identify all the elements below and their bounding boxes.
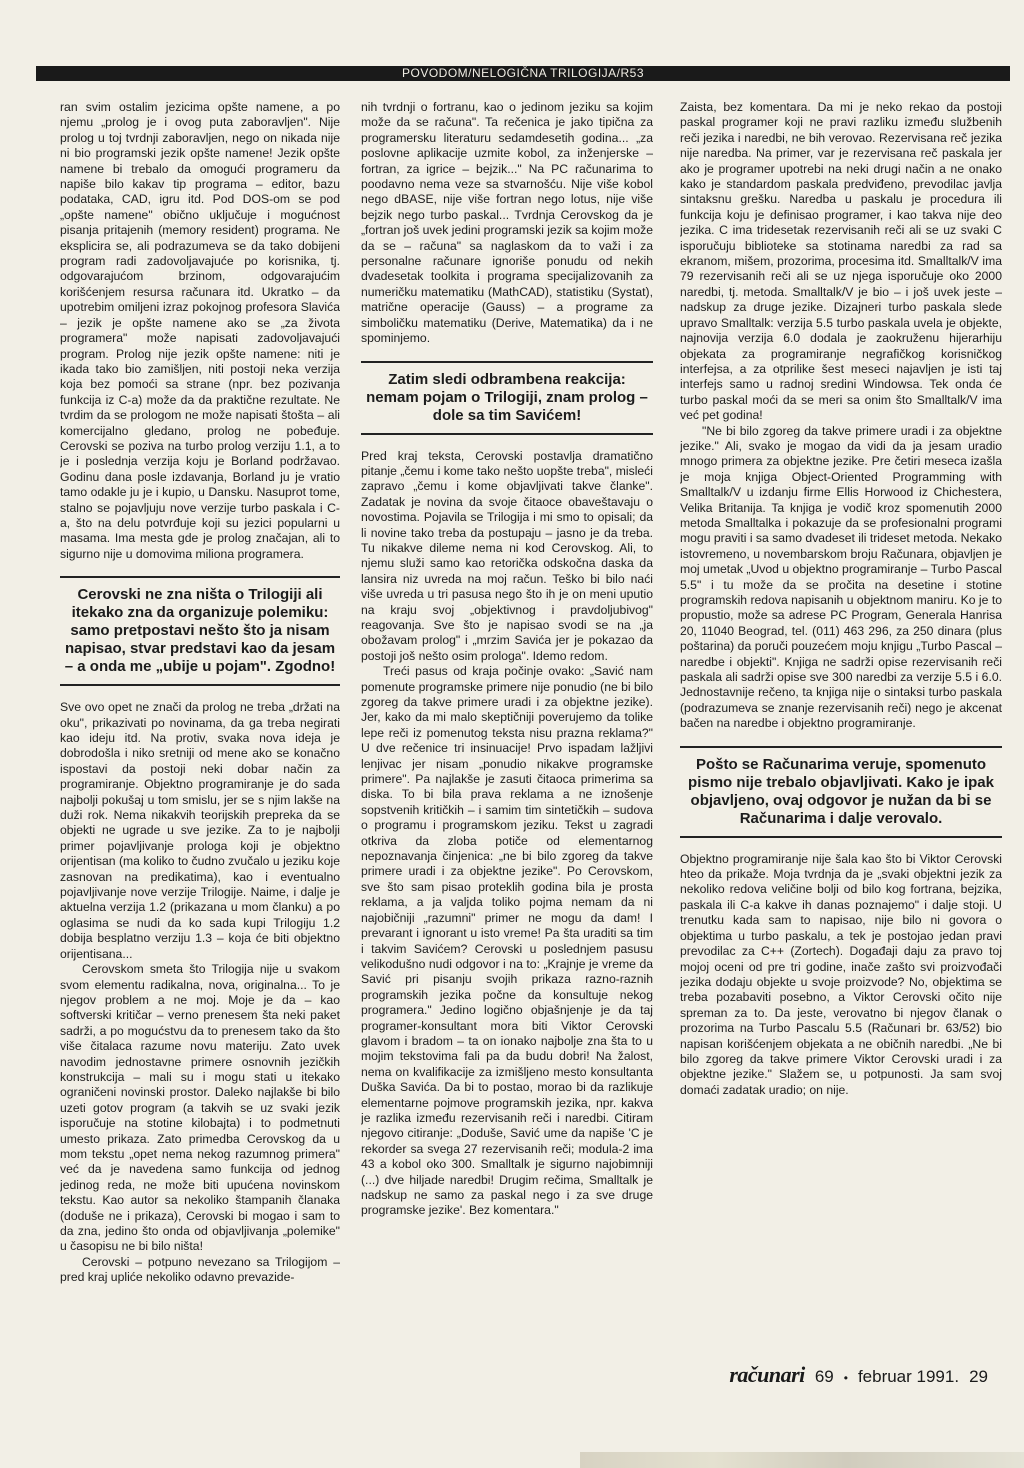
magazine-logo: računari: [729, 1362, 805, 1387]
paragraph: Zaista, bez komentara. Da mi je neko rekao da postoji paskal programer koji ne pravi razliku između službenih reči jezika i naredbi, ne bih verovao. Rezervisana reč jezika nije naredba. Na primer, var je rezervisana reč paskala jer ako je programer upotrebi na neki drugi način a ne onako kako je standardom paskala predviđeno, prevodilac javlja sintaksnu grešku. Naredba u paskalu je procedura ili funkcija koju je definisao programer, i kao takva nije deo jezika. C ima tridesetak rezervisanih reči ali se uz svaki C isporučuju biblioteke sa stotinama naredbi za rad sa ekranom, mišem, prozorima, procesima itd. Smalltalk/V ima 79 rezervisanih reči ali se uz njega isporučuje oko 2000 naredbi, tj. metoda. Smalltalk/V je bio – i još uvek jeste – nadskup za druge jezike. Dizajneri turbo paskala slede upravo Smalltalk: verzija 5.5 turbo paskala uvela je objekte, najnovija verzija 6.0 dodala je zaokruženu hijerarhiju objekata za programiranje negrafičkog korisničkog interfejsa, a za otprilike šest meseci najavljen je isti taj interfejs samo u radnoj sredini Windowsa. Tek onda će turbo paskal moći da se meri sa onim što Smalltalk/V ima već pet godina!: [680, 100, 1002, 423]
issue-number: 69: [814, 1367, 834, 1386]
paragraph: Objektno programiranje nije šala kao što bi Viktor Cerovski hteo da prikaže. Moja tvrdnja da je „svaki objektni jezik za nekoliko redova veličine bolji od bilo kog fortrana, bejzika, paskala ili C-a kakve ih danas poznajemo" i dalje stoji. U trenutku kada sam to napisao, nije bilo ni govora o objektima u turbo paskalu, a tek je postojao jedan pravi prevodilac za C++ (Zortech). Događaji daju za pravo toj mojoj oceni od pre tri godine, inače zašto svi proizvođači jezika dodaju objekte u svoje proizvode? No, objektima se treba pozabaviti posebno, a Viktor Cerovski očito nije spreman za to. Da jeste, verovatno bi njegov članak o prozorima na Turbo Pascalu 5.5 (Računari br. 63/52) bio napisan korišćenjem objekata a ne običnih naredbi. „Ne bi bilo zgoreg da takve primere Viktor Cerovski uradi i za objektne jezike." Slažem se, u potpunosti. Ja sam svoj domaći zadatak uradio; on nije.: [680, 851, 1002, 1097]
pullquote: Cerovski ne zna ništa o Trilogiji ali itekako zna da organizuje polemiku: samo pretpostavi nešto što ja nisam napisao, stvar predstavi kao da jesam – a onda me „ubije u pojam". Zgodno!: [60, 576, 340, 686]
column-3: [680, 100, 1002, 1358]
paragraph: Cerovskom smeta što Trilogija nije u svakom svom elementu radikalna, nova, originalna... To je njegov problem a ne moj. Moje je da – kao softverski kritičar – verno prenesem šta neki paket sadrži, a po mogućstvu da to prenesem tako da što više čitalaca razume novu materiju. Zato uvek navodim jednostavne primere osnovnih jezičkih konstrukcija – mali su i mogu stati u itekako ograničeni novinski prostor. Daleko najlakše bi bilo uzeti gotov program (a takvih se uz svaki jezik isporučuje na stotine kilobajta) i to podmetnuti umesto prikaza. Zato primedba Cerovskog da u mom tekstu „opet nema nekog razumnog primera" već da je navedena samo funkcija od jednog jedinog reda, ne može biti upućena novinskom tekstu. Kao autor sa nekoliko štampanih članaka (doduše ne i prikaza), Cerovski bi mogao i sam to da zna, jedino što onda od objavljivanja „polemike" u časopisu ne bi bilo ništa!: [60, 962, 340, 1254]
page-number: 29: [969, 1367, 988, 1386]
column-1: [60, 100, 340, 1358]
paragraph: nih tvrdnji o fortranu, kao o jedinom jeziku sa kojim može da se računa". Ta rečenica je jako tipična za programersku literaturu sedamdesetih godina... „za poslovne aplikacije uzmite kobol, za inženjerske – fortran, za igrice – bejzik..." Na PC računarima to poodavno nema veze sa stvarnošću. Nije više kobol nego dBASE, nije više fortran nego lotus, nije više bejzik nego turbo paskal... Tvrdnja Cerovskog da je „fortran još uvek jedini programski jezik sa kojim može da se – računa" sa naglaskom da to važi i za personalne računare ignoriše ponudu od nekih dvadesetak toolkita i programa specijalizovanih za numeričku matematiku (MathCAD), statistiku (Systat), matrične operacije (Gauss) – a programe za simboličku matematiku (Derive, Matematika) da i ne spominjemo.: [361, 100, 653, 346]
column-2: [361, 100, 653, 1358]
running-head: POVODOM/NELOGIČNA TRILOGIJA/R53: [36, 66, 1010, 81]
issue-date: februar 1991.: [857, 1367, 960, 1386]
scan-edge-strip: [580, 1452, 1024, 1468]
paragraph: Cerovski – potpuno nevezano sa Trilogijom – pred kraj upliće nekoliko odavno prevazide-: [60, 1254, 340, 1285]
separator: •: [843, 1371, 848, 1385]
pullquote: Zatim sledi odbrambena reakcija: nemam pojam o Trilogiji, znam prolog – dole sa tim Savićem!: [361, 361, 653, 435]
page-footer: [729, 1362, 988, 1388]
paragraph: "Ne bi bilo zgoreg da takve primere uradi i za objektne jezike." Ali, svako je mogao da vidi da ja jesam uradio mnogo primera za objektne jezike. Pre četiri meseca izašla je moja knjiga Object-Oriented Programming with Smalltalk/V u izdanju firme Ellis Horwood iz Chichestera, Velika Britanija. Ta knjiga je vodič kroz spomenutih 2000 metoda Smalltalka i pokazuje da se profesionalni programi mogu praviti i sa samo dvadeset ili trideset metoda. Nekako istovremeno, u novembarskom broju Računara, objavljen je moj umetak „Uvod u objektno programiranje – Turbo Pascal 5.5" i tu može da se pročita na desetine i stotine programskih redova napisanih u objektnom maniru. Ko je to propustio, može sa adrese PC Program, Generala Hanrisa 20, 11040 Beograd, tel. (011) 463 296, za 250 dinara (plus poštarina) da poruči pouzećem moju knjigu „Turbo Pascal – naredbe i objekti". Knjiga ne sadrži opise rezervisanih reči paskala ali sadrži opise sve 300 naredbi za verzije 5.5 i 6.0. Jednostavnije rečeno, ta knjiga nije o sintaksi turbo paskala (podrazumeva se znanje rezervisanih reči) nego je akcenat bačen na naredbe i objektno programiranje.: [680, 423, 1002, 731]
paragraph: ran svim ostalim jezicima opšte namene, a po njemu „prolog je i ovog puta zaboravljen". Nije prolog u toj tvrdnji zaboravljen, nego on nikada nije ni bio programski jezik opšte namene! Jezik opšte namene bi trebalo da omogući programeru da napiše bilo kakav tip programa – editor, bazu podataka, CAD, igru itd. Pod DOS-om se pod „opšte namene" obično uključuje i mogućnost pisanja pritajenih (memory resident) programa. Ne eksplicira se, ali podrazumeva se da tako dobijeni program radi zadovoljavajuće po korisnika, tj. odgovarajućom brzinom, odgovarajućim korišćenjem resursa računara itd. Ukratko – da upotrebim omiljeni izraz pokojnog profesora Slavića – jezik je opšte namene ako se „za života programera" može napisati zadovoljavajući program. Prolog nije jezik opšte namene: niti je ikada tako bio zamišljen, niti postoji neka verzija koja bez pomoći sa strane (npr. bez pozivanja funkcija iz C-a) može da da praktične rezultate. Ne tvrdim da se prologom ne može napisati štošta – ali komercijalno gledano, prolog ne pobeđuje. Cerovski se poziva na turbo prolog verziju 1.1, a to je i poslednja verzija koju je Borland podržavao. Godinu dana posle izdavanja, Borland ju je vratio tamo odakle ju je i kupio, u Dansku. Nasuprot tome, stalno se pojavljuju nove verzije turbo paskala i C-a, što na delu potvrđuje koji su jezici popularni u masama. Ima mesta gde je prolog značajan, ali to sigurno nije u domovima miliona programera.: [60, 100, 340, 561]
pullquote: Pošto se Računarima veruje, spomenuto pismo nije trebalo objavljivati. Kako je ipak objavljeno, ovaj odgovor je nužan da bi se Računarima i dalje verovalo.: [680, 746, 1002, 838]
paragraph: Sve ovo opet ne znači da prolog ne treba „držati na oku", prikazivati po novinama, da ga treba negirati kao ideju itd. Na protiv, svaka nova ideja je dobrodošla i niko sretniji od mene ako se konačno ispostavi da postoji neki dobar način za programiranje. Objektno programiranje je do sada najbolji pokušaj u tom smislu, jer se s njim lakše na duži rok. Nema nikakvih teorijskih prepreka da se objekti ne ugrade u sve jezike. Za to je najbolji primer pojavljivanje prologa koji je objektno orijentisan (ma koliko to čudno zvučalo u jeziku koje zasnovan na predikatima), kao i eventualno pojavljivanje nove verzije Trilogije. Naime, i dalje je aktuelna verzija 1.2 (prikazana u mom članku) a po oglasima se nudi da ko sada kupi Trilogiju 1.2 dobija besplatno verziju 1.3 – koja će biti objektno orijentisana...: [60, 700, 340, 961]
paragraph: Pred kraj teksta, Cerovski postavlja dramatično pitanje „čemu i kome tako nešto uopšte treba", misleći zapravo „čemu i kome objavljivati takve članke". Zadatak je novina da svoje čitaoce obaveštavaju o novostima. Pojavila se Trilogija i mi smo to opisali; da li novine tako treba da postupaju – jasno je da treba. Tu nikakve dileme nema ni kod Cerovskog. Ali, to njemu služi samo kao retorička odskočna daska da lansira niz uvreda na moj račun. Teško bi bilo naći više uvreda u tri pasusa nego što ih je on meni uputio na kraju svoj „objektivnog i pravdoljubivog" reagovanja. Sve što je napisao svodi se na „ja obožavam prolog" i „mrzim Savića jer je pokazao da postoji još nešto osim prologa". Idemo redom.: [361, 448, 653, 663]
paragraph: Treći pasus od kraja počinje ovako: „Savić nam pomenute programske primere nije ponudio (ne bi bilo zgoreg da takve primere uradi i za objektne jezike). Jer, kako da mi malo skeptičniji poverujemo da tolike lepe reči iz pomenutog teksta nisu prazna reklama?" U dve rečenice tri insinuacije! Prvo ispadam lažljivi lenjivac jer nisam „ponudio nikakve programske primere". Pa najlakše je zasuti čitaoca primerima sa diska. To bi bila prava reklama a ne iznošenje sopstvenih kritičkih – i samim tim sintetičkih – sudova o programu i programskom jeziku. Tekst u zagradi otkriva da zloba potiče od elementarnog nepoznavanja činjenica: „ne bi bilo zgoreg da takve primere uradi i za objektne jezike". Po Cerovskom, sve što sam pisao proteklih godina bila je prosta reklama, a ja valjda toliko pojma nemam da ni najobičniji „razumni" primer ne mogu da dam! I prevarant i ignorant u isto vreme! Pa šta uraditi sa tim i takvim Savićem? Cerovski u poslednjem pasusu velikodušno nudi odgovor i na to: „Krajnje je vreme da Savić pri pisanju svojih prikaza razno-raznih programskih jezika počne da konsultuje nekog programera." Jedino logično objašnjenje je da taj programer-konsultant mora biti Viktor Cerovski glavom i bradom – ta on ionako najbolje zna šta to u mojim tekstovima fali pa da budu dobri! Na žalost, nema on kvalifikacije za izmišljeno mesto konsultanta Duška Savića. Da bi to postao, morao bi da razlikuje elementarne pojmove programskih jezika, npr. kakva je razlika između rezervisanih reči i naredbi. Citiram njegovo citiranje: „Dodušе, Savić ume da napiše 'C je rekorder sa svega 27 rezervisanih reči; modula-2 ima 43 a kobol oko 300. Smalltalk je sigurno najobimniji (...) dve hiljade naredbi! Drugim rečima, Smalltalk je nadskup ne samo za paskal nego i za sve druge programske jezike'. Bez komentara.": [361, 664, 653, 1218]
